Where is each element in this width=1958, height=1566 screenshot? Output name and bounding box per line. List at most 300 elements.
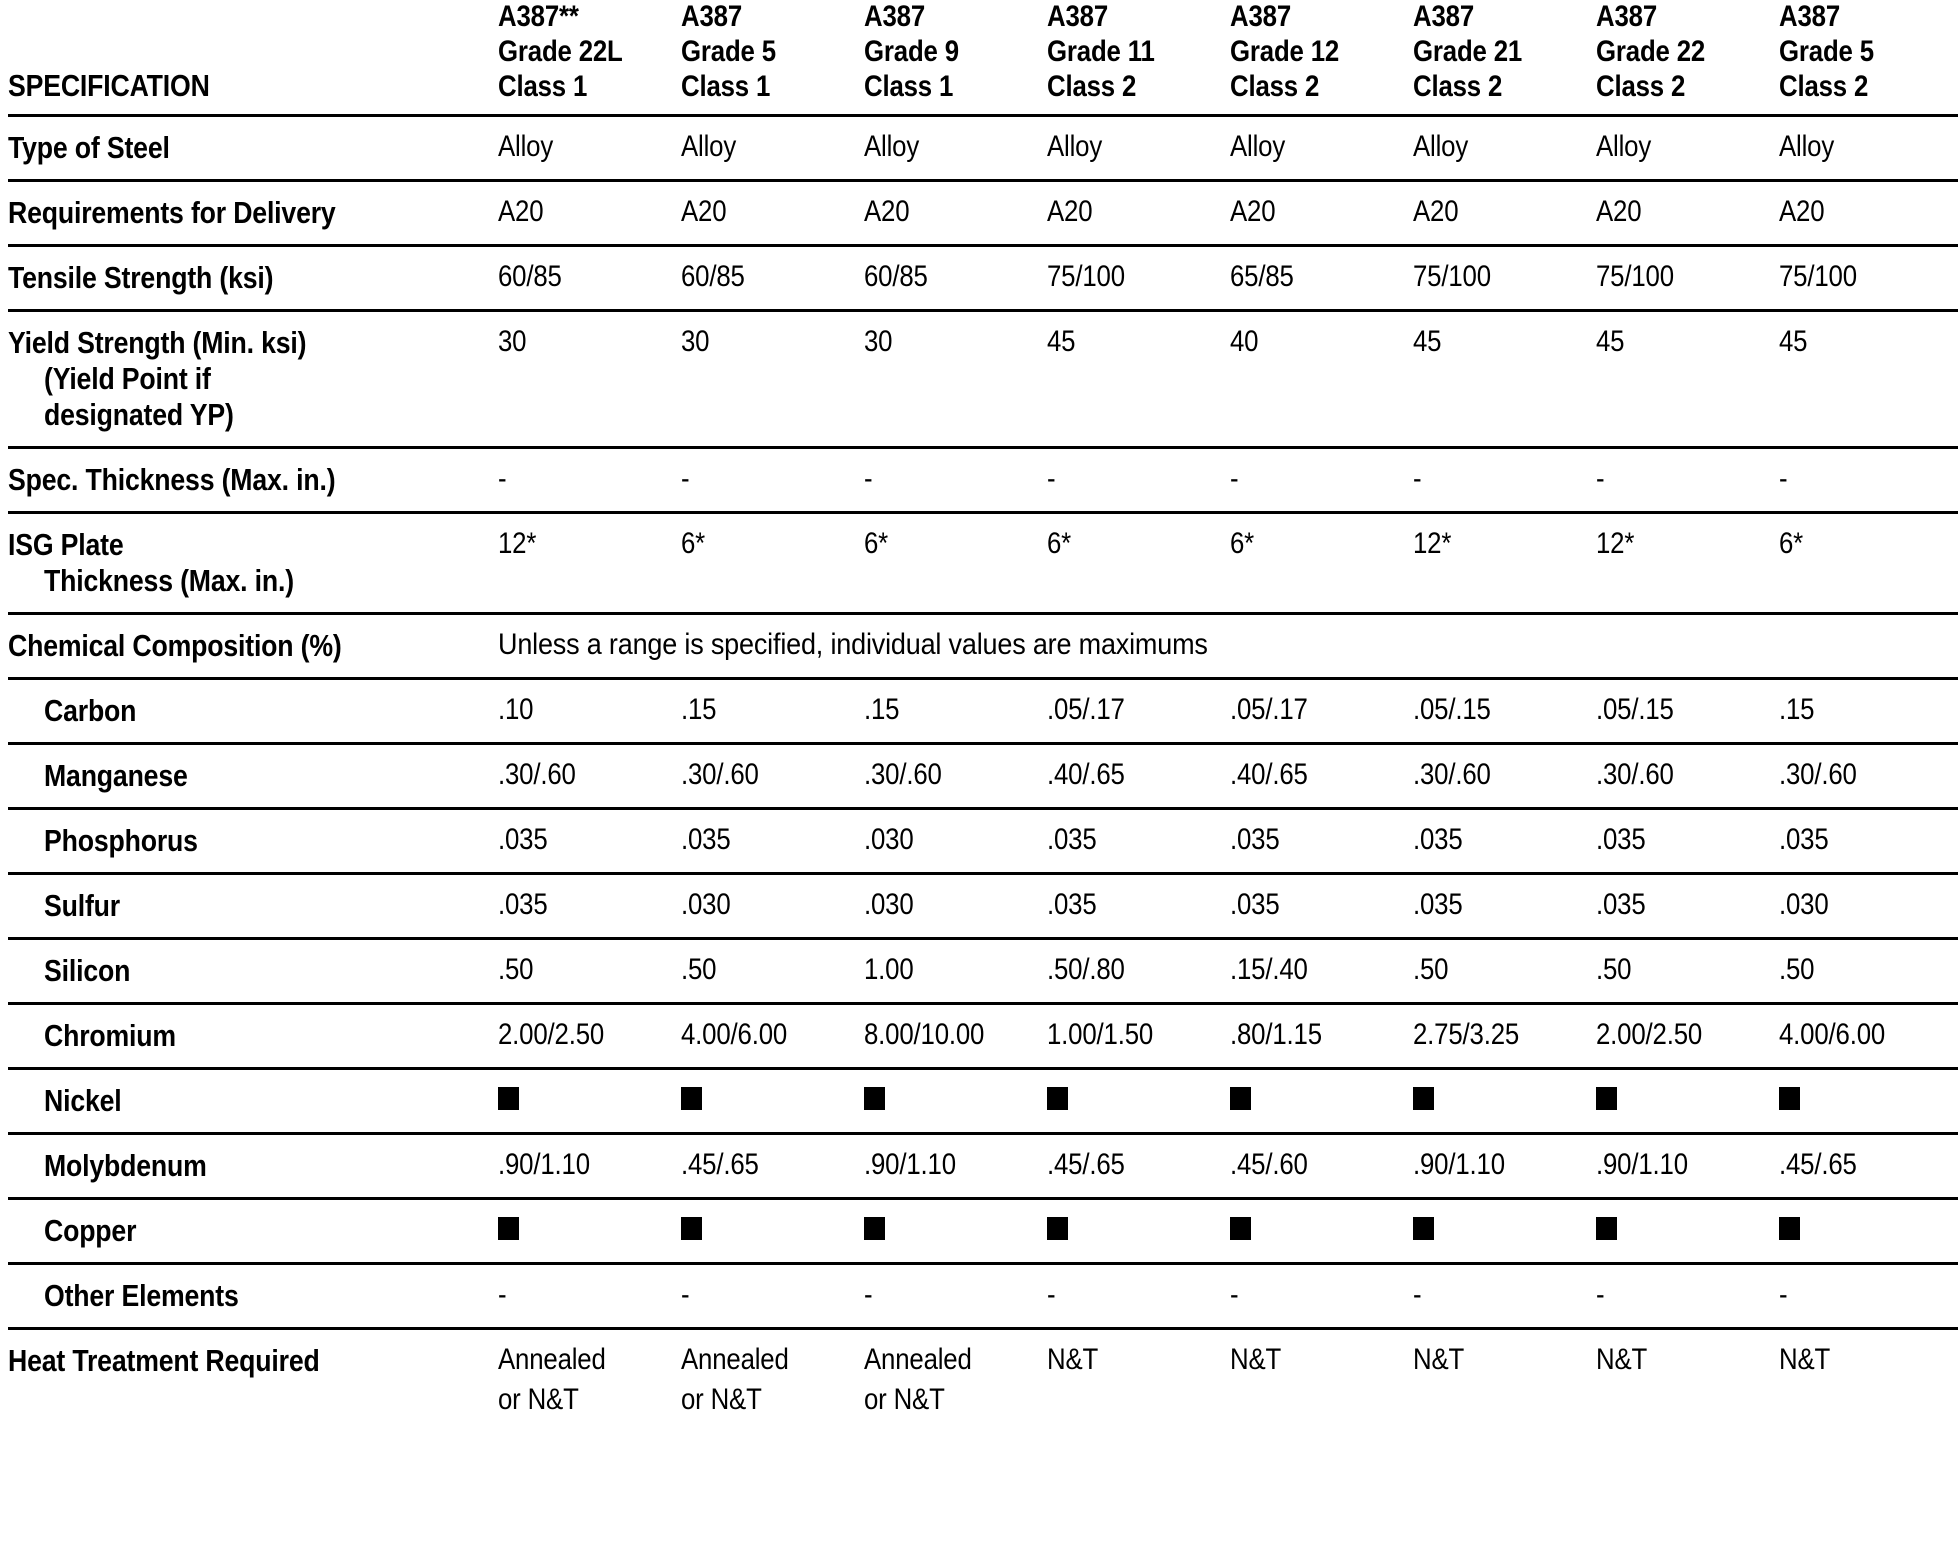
table-cell <box>1596 311 1779 448</box>
cell-value: 12* <box>1596 527 1635 561</box>
filled-square-icon <box>498 1087 519 1110</box>
cell-value-line-2 <box>681 1383 864 1417</box>
table-cell <box>1413 1004 1596 1069</box>
column-spec-4: A387 <box>1230 0 1291 33</box>
table-cell <box>1596 1069 1779 1134</box>
cell-value: .035 <box>1413 888 1463 922</box>
table-cell <box>864 513 1047 614</box>
cell-value: .15 <box>681 693 717 727</box>
table-cell <box>1230 1264 1413 1329</box>
table-cell <box>864 679 1047 744</box>
table-cell <box>681 809 864 874</box>
cell-value-line-2-text: or N&T <box>681 1383 762 1417</box>
table-cell <box>864 311 1047 448</box>
cell-value: .40/.65 <box>1230 758 1308 792</box>
row-label-line-1: Type of Steel <box>8 130 170 166</box>
table-row <box>8 181 1958 246</box>
table-cell <box>1047 1004 1230 1069</box>
column-header-4 <box>1230 0 1413 116</box>
table-cell <box>1230 1329 1413 1431</box>
table-cell <box>864 246 1047 311</box>
column-spec-1: A387 <box>681 0 742 33</box>
cell-value: - <box>864 1278 873 1312</box>
filled-square-icon <box>498 1217 519 1240</box>
column-header-7 <box>1779 0 1958 116</box>
table-cell <box>498 679 681 744</box>
table-cell <box>1596 1134 1779 1199</box>
filled-square-icon <box>1413 1087 1434 1110</box>
table-cell <box>1047 116 1230 181</box>
table-cell <box>498 809 681 874</box>
cell-value: .035 <box>1413 823 1463 857</box>
table-cell <box>1779 1264 1958 1329</box>
row-label <box>8 246 498 311</box>
specification-label: SPECIFICATION <box>8 68 210 104</box>
row-label-line-1: Phosphorus <box>44 823 198 859</box>
row-label-line-1: Heat Treatment Required <box>8 1343 320 1379</box>
table-cell <box>681 939 864 1004</box>
cell-value: .035 <box>1047 823 1097 857</box>
table-cell <box>864 1264 1047 1329</box>
cell-value: Annealed <box>681 1343 789 1377</box>
row-label-line-2 <box>44 563 498 599</box>
table-cell <box>1596 246 1779 311</box>
cell-value: 1.00 <box>864 953 914 987</box>
cell-value: 45 <box>1779 325 1808 359</box>
table-cell <box>681 513 864 614</box>
table-row <box>8 513 1958 614</box>
cell-value: .80/1.15 <box>1230 1018 1322 1052</box>
table-cell <box>1779 246 1958 311</box>
table-cell <box>1413 181 1596 246</box>
table-cell <box>864 1134 1047 1199</box>
row-label-line-1: Sulfur <box>44 888 120 924</box>
cell-value: A20 <box>864 195 910 229</box>
table-cell <box>1413 116 1596 181</box>
filled-square-icon <box>1596 1087 1617 1110</box>
cell-value: .15 <box>1779 693 1815 727</box>
cell-value: .45/.60 <box>1230 1148 1308 1182</box>
table-cell <box>1047 744 1230 809</box>
cell-value: - <box>1779 462 1788 496</box>
table-cell <box>864 939 1047 1004</box>
cell-value: A20 <box>1779 195 1825 229</box>
table-row <box>8 1134 1958 1199</box>
cell-value: .30/.60 <box>681 758 759 792</box>
table-cell <box>1779 1134 1958 1199</box>
cell-value: A20 <box>1596 195 1642 229</box>
cell-value: .50 <box>681 953 717 987</box>
table-cell <box>1596 939 1779 1004</box>
filled-square-icon <box>864 1217 885 1240</box>
table-cell <box>1047 1069 1230 1134</box>
chemical-composition-note <box>498 614 1958 679</box>
cell-value: - <box>864 462 873 496</box>
cell-value: .035 <box>1230 888 1280 922</box>
table-cell <box>1047 181 1230 246</box>
table-cell <box>1413 744 1596 809</box>
cell-value: .90/1.10 <box>498 1148 590 1182</box>
cell-value: 45 <box>1596 325 1625 359</box>
table-cell <box>1596 513 1779 614</box>
cell-value: Alloy <box>498 130 554 164</box>
cell-value: .90/1.10 <box>864 1148 956 1182</box>
table-cell <box>1779 1004 1958 1069</box>
cell-value: 60/85 <box>498 260 562 294</box>
cell-value: .45/.65 <box>681 1148 759 1182</box>
column-grade-5: Grade 21 <box>1413 34 1523 68</box>
column-class-4: Class 2 <box>1230 69 1320 103</box>
row-label-line-1: Copper <box>44 1213 137 1249</box>
cell-value: 75/100 <box>1779 260 1857 294</box>
table-cell <box>1596 679 1779 744</box>
cell-value: 30 <box>864 325 893 359</box>
table-cell <box>864 874 1047 939</box>
cell-value: Annealed <box>864 1343 972 1377</box>
table-cell <box>1596 116 1779 181</box>
cell-value: .30/.60 <box>1413 758 1491 792</box>
table-body <box>8 116 1958 1431</box>
row-label <box>8 1329 498 1431</box>
table-cell <box>498 1004 681 1069</box>
table-header <box>8 0 1958 116</box>
cell-value: - <box>1047 1278 1056 1312</box>
table-cell <box>681 1069 864 1134</box>
row-label-line-1: Nickel <box>44 1083 122 1119</box>
cell-value: .45/.65 <box>1047 1148 1125 1182</box>
cell-value: 1.00/1.50 <box>1047 1018 1154 1052</box>
cell-value: .035 <box>498 823 548 857</box>
table-cell <box>498 513 681 614</box>
table-cell <box>1230 679 1413 744</box>
cell-value: .10 <box>498 693 534 727</box>
table-row <box>8 1329 1958 1431</box>
column-grade-7: Grade 5 <box>1779 34 1874 68</box>
table-cell <box>864 181 1047 246</box>
table-row <box>8 1069 1958 1134</box>
cell-value: - <box>1596 462 1605 496</box>
column-grade-1: Grade 5 <box>681 34 776 68</box>
cell-value: 8.00/10.00 <box>864 1018 985 1052</box>
table-cell <box>1413 311 1596 448</box>
table-cell <box>1779 744 1958 809</box>
header-spacer <box>8 16 498 68</box>
table-cell <box>498 744 681 809</box>
cell-value: - <box>498 462 507 496</box>
cell-value: - <box>1413 1278 1422 1312</box>
cell-value: N&T <box>1047 1343 1099 1377</box>
table-cell <box>1047 311 1230 448</box>
row-label <box>8 1134 498 1199</box>
column-header-6 <box>1596 0 1779 116</box>
cell-value: .30/.60 <box>864 758 942 792</box>
column-class-6: Class 2 <box>1596 69 1686 103</box>
table-cell <box>1047 448 1230 513</box>
cell-value: .030 <box>1779 888 1829 922</box>
cell-value: Alloy <box>1047 130 1103 164</box>
cell-value: .035 <box>498 888 548 922</box>
cell-value: .40/.65 <box>1047 758 1125 792</box>
column-class-1: Class 1 <box>681 69 771 103</box>
table-cell <box>1230 874 1413 939</box>
table-cell <box>1230 116 1413 181</box>
row-label <box>8 809 498 874</box>
table-cell <box>1230 1069 1413 1134</box>
cell-value: .030 <box>864 823 914 857</box>
table-cell <box>681 1329 864 1431</box>
row-label-line-1: Other Elements <box>44 1278 239 1314</box>
table-row <box>8 1004 1958 1069</box>
table-cell <box>864 116 1047 181</box>
table-cell <box>864 448 1047 513</box>
table-cell <box>1779 1069 1958 1134</box>
table-cell <box>1779 311 1958 448</box>
cell-value: 75/100 <box>1596 260 1674 294</box>
row-label <box>8 1264 498 1329</box>
table-cell <box>1596 744 1779 809</box>
table-cell <box>1230 1004 1413 1069</box>
table-row <box>8 1264 1958 1329</box>
table-cell <box>1779 181 1958 246</box>
cell-value: .50 <box>1779 953 1815 987</box>
filled-square-icon <box>681 1217 702 1240</box>
table-cell <box>1230 939 1413 1004</box>
table-cell <box>1230 181 1413 246</box>
cell-value: A20 <box>498 195 544 229</box>
table-cell <box>1779 679 1958 744</box>
table-cell <box>1230 448 1413 513</box>
table-row <box>8 116 1958 181</box>
cell-value: 12* <box>498 527 537 561</box>
cell-value: .30/.60 <box>1596 758 1674 792</box>
filled-square-icon <box>1596 1217 1617 1240</box>
table-cell <box>1413 1069 1596 1134</box>
row-label <box>8 1004 498 1069</box>
table-cell <box>1413 679 1596 744</box>
cell-value: N&T <box>1230 1343 1282 1377</box>
filled-square-icon <box>1779 1217 1800 1240</box>
column-class-0: Class 1 <box>498 69 588 103</box>
table-row <box>8 744 1958 809</box>
cell-value: .50 <box>1596 953 1632 987</box>
table-cell <box>498 1069 681 1134</box>
column-class-7: Class 2 <box>1779 69 1869 103</box>
table-row <box>8 809 1958 874</box>
table-cell <box>1230 1199 1413 1264</box>
cell-value: .50 <box>1413 953 1449 987</box>
column-grade-0: Grade 22L <box>498 34 623 68</box>
cell-value: .15/.40 <box>1230 953 1308 987</box>
table-cell <box>1779 448 1958 513</box>
table-cell <box>1230 513 1413 614</box>
cell-value: 2.75/3.25 <box>1413 1018 1520 1052</box>
cell-value: Alloy <box>1779 130 1835 164</box>
row-label-line-1: Spec. Thickness (Max. in.) <box>8 462 336 498</box>
table-cell <box>1779 513 1958 614</box>
cell-value: Alloy <box>1413 130 1469 164</box>
table-row <box>8 874 1958 939</box>
table-cell <box>1413 809 1596 874</box>
cell-value: 45 <box>1047 325 1076 359</box>
row-label <box>8 744 498 809</box>
row-label <box>8 311 498 448</box>
table-cell <box>1779 1329 1958 1431</box>
filled-square-icon <box>864 1087 885 1110</box>
column-spec-2: A387 <box>864 0 925 33</box>
table-row <box>8 448 1958 513</box>
cell-value: .035 <box>681 823 731 857</box>
row-label <box>8 874 498 939</box>
cell-value: 12* <box>1413 527 1452 561</box>
cell-value: 6* <box>864 527 889 561</box>
cell-value: .035 <box>1779 823 1829 857</box>
table-row <box>8 1199 1958 1264</box>
table-cell <box>681 116 864 181</box>
cell-value: .45/.65 <box>1779 1148 1857 1182</box>
chem-note-text: Unless a range is specified, individual values are maximums <box>498 628 1208 662</box>
table-cell <box>1596 874 1779 939</box>
table-cell <box>1413 874 1596 939</box>
cell-value-line-2-text: or N&T <box>498 1383 579 1417</box>
cell-value: Alloy <box>681 130 737 164</box>
cell-value-line-2-text: or N&T <box>864 1383 945 1417</box>
table-cell <box>1413 1199 1596 1264</box>
table-row <box>8 246 1958 311</box>
table-cell <box>864 1329 1047 1431</box>
cell-value: - <box>1596 1278 1605 1312</box>
table-cell <box>498 939 681 1004</box>
cell-value: - <box>681 462 690 496</box>
column-header-5 <box>1413 0 1596 116</box>
row-label-line-1: Carbon <box>44 693 137 729</box>
cell-value-line-2 <box>864 1383 1047 1417</box>
cell-value: Alloy <box>1230 130 1286 164</box>
cell-value: - <box>498 1278 507 1312</box>
table-cell <box>681 181 864 246</box>
table-cell <box>1047 246 1230 311</box>
table-cell <box>1047 939 1230 1004</box>
table-cell <box>681 311 864 448</box>
cell-value: .05/.17 <box>1047 693 1125 727</box>
column-header-3 <box>1047 0 1230 116</box>
cell-value: .05/.15 <box>1413 693 1491 727</box>
table-cell <box>681 1264 864 1329</box>
cell-value: .035 <box>1596 888 1646 922</box>
row-header-specification <box>8 0 498 116</box>
table-cell <box>1230 246 1413 311</box>
cell-value: 2.00/2.50 <box>1596 1018 1703 1052</box>
table-cell <box>1596 1329 1779 1431</box>
table-cell <box>498 116 681 181</box>
table-cell <box>864 744 1047 809</box>
table-row <box>8 311 1958 448</box>
cell-value: 6* <box>681 527 706 561</box>
filled-square-icon <box>1413 1217 1434 1240</box>
table-cell <box>498 1199 681 1264</box>
row-label <box>8 1069 498 1134</box>
cell-value: .90/1.10 <box>1413 1148 1505 1182</box>
table-cell <box>1413 1134 1596 1199</box>
cell-value: 6* <box>1230 527 1255 561</box>
table-cell <box>1413 246 1596 311</box>
cell-value: A20 <box>1047 195 1093 229</box>
row-label <box>8 614 498 679</box>
row-label <box>8 939 498 1004</box>
cell-value: .035 <box>1596 823 1646 857</box>
row-label-line-1: Tensile Strength (ksi) <box>8 260 274 296</box>
column-spec-5: A387 <box>1413 0 1474 33</box>
row-label-line-1: Molybdenum <box>44 1148 207 1184</box>
cell-value: 40 <box>1230 325 1259 359</box>
table-cell <box>498 246 681 311</box>
row-label <box>8 1199 498 1264</box>
table-cell <box>1413 448 1596 513</box>
cell-value: 60/85 <box>864 260 928 294</box>
cell-value: 6* <box>1047 527 1072 561</box>
table-cell <box>1779 809 1958 874</box>
table-cell <box>1047 513 1230 614</box>
table-cell <box>1047 874 1230 939</box>
cell-value: .50/.80 <box>1047 953 1125 987</box>
table-cell <box>1413 513 1596 614</box>
filled-square-icon <box>1230 1087 1251 1110</box>
cell-value: N&T <box>1596 1343 1648 1377</box>
cell-value: 30 <box>681 325 710 359</box>
table-cell <box>1779 1199 1958 1264</box>
table-cell <box>1047 1199 1230 1264</box>
table-cell <box>498 1264 681 1329</box>
cell-value: .05/.17 <box>1230 693 1308 727</box>
table-cell <box>864 1004 1047 1069</box>
filled-square-icon <box>1779 1087 1800 1110</box>
row-label <box>8 116 498 181</box>
table-cell <box>1596 448 1779 513</box>
table-cell <box>864 1199 1047 1264</box>
cell-value: N&T <box>1779 1343 1831 1377</box>
cell-value: - <box>1047 462 1056 496</box>
cell-value: - <box>1779 1278 1788 1312</box>
table-cell <box>498 181 681 246</box>
cell-value: .90/1.10 <box>1596 1148 1688 1182</box>
column-header-0 <box>498 0 681 116</box>
column-grade-6: Grade 22 <box>1596 34 1706 68</box>
table-cell <box>1413 1329 1596 1431</box>
column-spec-6: A387 <box>1596 0 1657 33</box>
cell-value: .035 <box>1047 888 1097 922</box>
cell-value: - <box>1230 462 1239 496</box>
filled-square-icon <box>681 1087 702 1110</box>
row-label <box>8 679 498 744</box>
column-spec-3: A387 <box>1047 0 1108 33</box>
cell-value: A20 <box>1413 195 1459 229</box>
cell-value: .50 <box>498 953 534 987</box>
row-label-line-1: Manganese <box>44 758 188 794</box>
table-cell <box>864 1069 1047 1134</box>
cell-value: .30/.60 <box>1779 758 1857 792</box>
row-label <box>8 513 498 614</box>
row-label-line-1: Chemical Composition (%) <box>8 628 342 664</box>
table-cell <box>681 448 864 513</box>
cell-value: .05/.15 <box>1596 693 1674 727</box>
table-cell <box>681 874 864 939</box>
table-cell <box>1047 1329 1230 1431</box>
filled-square-icon <box>1230 1217 1251 1240</box>
column-spec-0: A387** <box>498 0 579 33</box>
column-grade-2: Grade 9 <box>864 34 959 68</box>
cell-value: 6* <box>1779 527 1804 561</box>
cell-value: 4.00/6.00 <box>1779 1018 1886 1052</box>
table-cell <box>1047 1264 1230 1329</box>
